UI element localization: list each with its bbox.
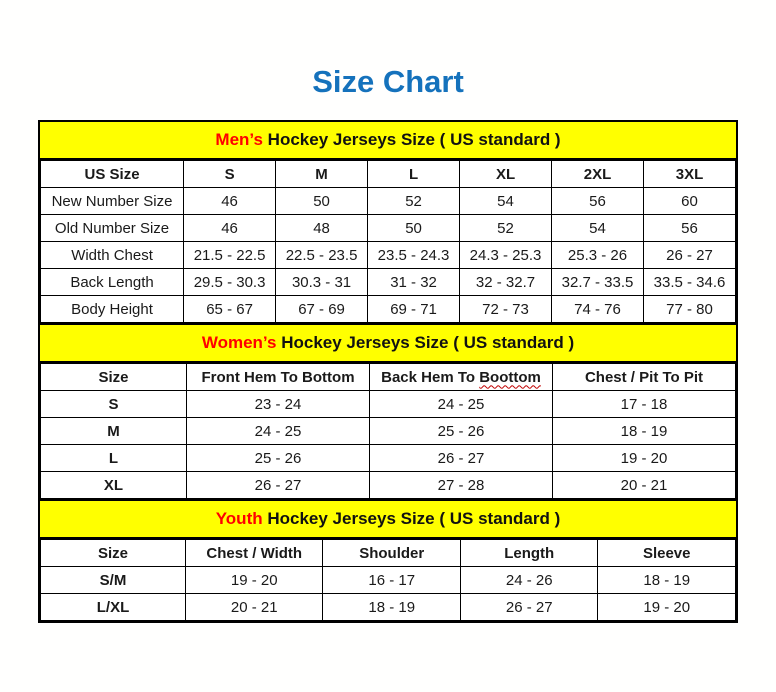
size-value: 32.7 - 33.5 xyxy=(552,269,644,296)
size-value: 19 - 20 xyxy=(598,594,736,621)
size-value: 60 xyxy=(644,188,736,215)
mens-section-band xyxy=(40,122,736,160)
row-label: Width Chest xyxy=(41,242,184,269)
size-value: 54 xyxy=(460,188,552,215)
size-value: 26 - 27 xyxy=(644,242,736,269)
womens-band-highlight: Women’s xyxy=(201,333,277,352)
size-value: 25 - 26 xyxy=(370,418,553,445)
header-row xyxy=(41,364,736,391)
size-value: 23.5 - 24.3 xyxy=(368,242,460,269)
column-header: 2XL xyxy=(552,161,644,188)
column-header: Size xyxy=(41,364,187,391)
mens-size-table xyxy=(40,160,736,323)
size-value: 17 - 18 xyxy=(553,391,736,418)
size-value: 26 - 27 xyxy=(460,594,597,621)
size-value: 26 - 27 xyxy=(370,445,553,472)
column-header: M xyxy=(276,161,368,188)
page-title: Size Chart xyxy=(312,64,464,99)
table-row xyxy=(41,567,736,594)
size-value: 16 - 17 xyxy=(323,567,460,594)
size-value: 46 xyxy=(184,215,276,242)
column-header: Sleeve xyxy=(598,540,736,567)
column-header: Length xyxy=(460,540,597,567)
size-value: 56 xyxy=(644,215,736,242)
youth-band-highlight: Youth xyxy=(215,509,263,528)
size-value: 26 - 27 xyxy=(187,472,370,499)
table-row xyxy=(41,296,736,323)
size-value: 77 - 80 xyxy=(644,296,736,323)
size-chart-block xyxy=(38,120,738,623)
column-header: Chest / Width xyxy=(186,540,323,567)
header-row xyxy=(41,161,736,188)
size-value: 24 - 25 xyxy=(187,418,370,445)
size-value: 22.5 - 23.5 xyxy=(276,242,368,269)
table-row xyxy=(41,445,736,472)
size-value: 67 - 69 xyxy=(276,296,368,323)
column-header: 3XL xyxy=(644,161,736,188)
column-header: Shoulder xyxy=(323,540,460,567)
row-label: M xyxy=(41,418,187,445)
row-label: S/M xyxy=(41,567,186,594)
row-label: S xyxy=(41,391,187,418)
womens-size-table xyxy=(40,363,736,499)
womens-band-rest: Hockey Jerseys Size ( US standard ) xyxy=(276,333,575,352)
column-header: XL xyxy=(460,161,552,188)
mens-band-highlight: Men’s xyxy=(215,130,263,149)
size-value: 65 - 67 xyxy=(184,296,276,323)
table-row xyxy=(41,242,736,269)
size-value: 56 xyxy=(552,188,644,215)
size-value: 23 - 24 xyxy=(187,391,370,418)
size-value: 18 - 19 xyxy=(323,594,460,621)
column-header: S xyxy=(184,161,276,188)
row-label: Old Number Size xyxy=(41,215,184,242)
table-row xyxy=(41,391,736,418)
size-value: 54 xyxy=(552,215,644,242)
size-value: 24 - 26 xyxy=(460,567,597,594)
row-label: New Number Size xyxy=(41,188,184,215)
size-value: 20 - 21 xyxy=(186,594,323,621)
row-label: L xyxy=(41,445,187,472)
size-value: 32 - 32.7 xyxy=(460,269,552,296)
size-value: 48 xyxy=(276,215,368,242)
size-value: 18 - 19 xyxy=(553,418,736,445)
youth-section-band xyxy=(40,499,736,539)
size-value: 27 - 28 xyxy=(370,472,553,499)
row-label: L/XL xyxy=(41,594,186,621)
table-row xyxy=(41,188,736,215)
row-label: Body Height xyxy=(41,296,184,323)
size-value: 50 xyxy=(368,215,460,242)
size-value: 18 - 19 xyxy=(598,567,736,594)
column-header: L xyxy=(368,161,460,188)
youth-size-table xyxy=(40,539,736,621)
size-value: 29.5 - 30.3 xyxy=(184,269,276,296)
column-header: Back Hem To Boottom xyxy=(370,364,553,391)
column-header: Front Hem To Bottom xyxy=(187,364,370,391)
youth-band-rest: Hockey Jerseys Size ( US standard ) xyxy=(262,509,561,528)
row-label: Back Length xyxy=(41,269,184,296)
size-value: 31 - 32 xyxy=(368,269,460,296)
mens-band-rest: Hockey Jerseys Size ( US standard ) xyxy=(262,130,561,149)
size-value: 25 - 26 xyxy=(187,445,370,472)
table-row xyxy=(41,418,736,445)
size-value: 21.5 - 22.5 xyxy=(184,242,276,269)
column-header: US Size xyxy=(41,161,184,188)
size-value: 25.3 - 26 xyxy=(552,242,644,269)
size-value: 50 xyxy=(276,188,368,215)
womens-section-band xyxy=(40,323,736,363)
size-value: 46 xyxy=(184,188,276,215)
size-value: 52 xyxy=(460,215,552,242)
size-value: 52 xyxy=(368,188,460,215)
size-value: 72 - 73 xyxy=(460,296,552,323)
size-value: 24.3 - 25.3 xyxy=(460,242,552,269)
size-value: 19 - 20 xyxy=(553,445,736,472)
row-label: XL xyxy=(41,472,187,499)
misspelled-word: Boottom xyxy=(479,368,541,386)
size-value: 74 - 76 xyxy=(552,296,644,323)
header-row xyxy=(41,540,736,567)
size-value: 24 - 25 xyxy=(370,391,553,418)
size-value: 69 - 71 xyxy=(368,296,460,323)
table-row xyxy=(41,594,736,621)
table-row xyxy=(41,472,736,499)
size-value: 19 - 20 xyxy=(186,567,323,594)
size-value: 20 - 21 xyxy=(553,472,736,499)
column-header: Chest / Pit To Pit xyxy=(553,364,736,391)
table-row xyxy=(41,269,736,296)
table-row xyxy=(41,215,736,242)
size-value: 33.5 - 34.6 xyxy=(644,269,736,296)
size-value: 30.3 - 31 xyxy=(276,269,368,296)
column-header: Size xyxy=(41,540,186,567)
